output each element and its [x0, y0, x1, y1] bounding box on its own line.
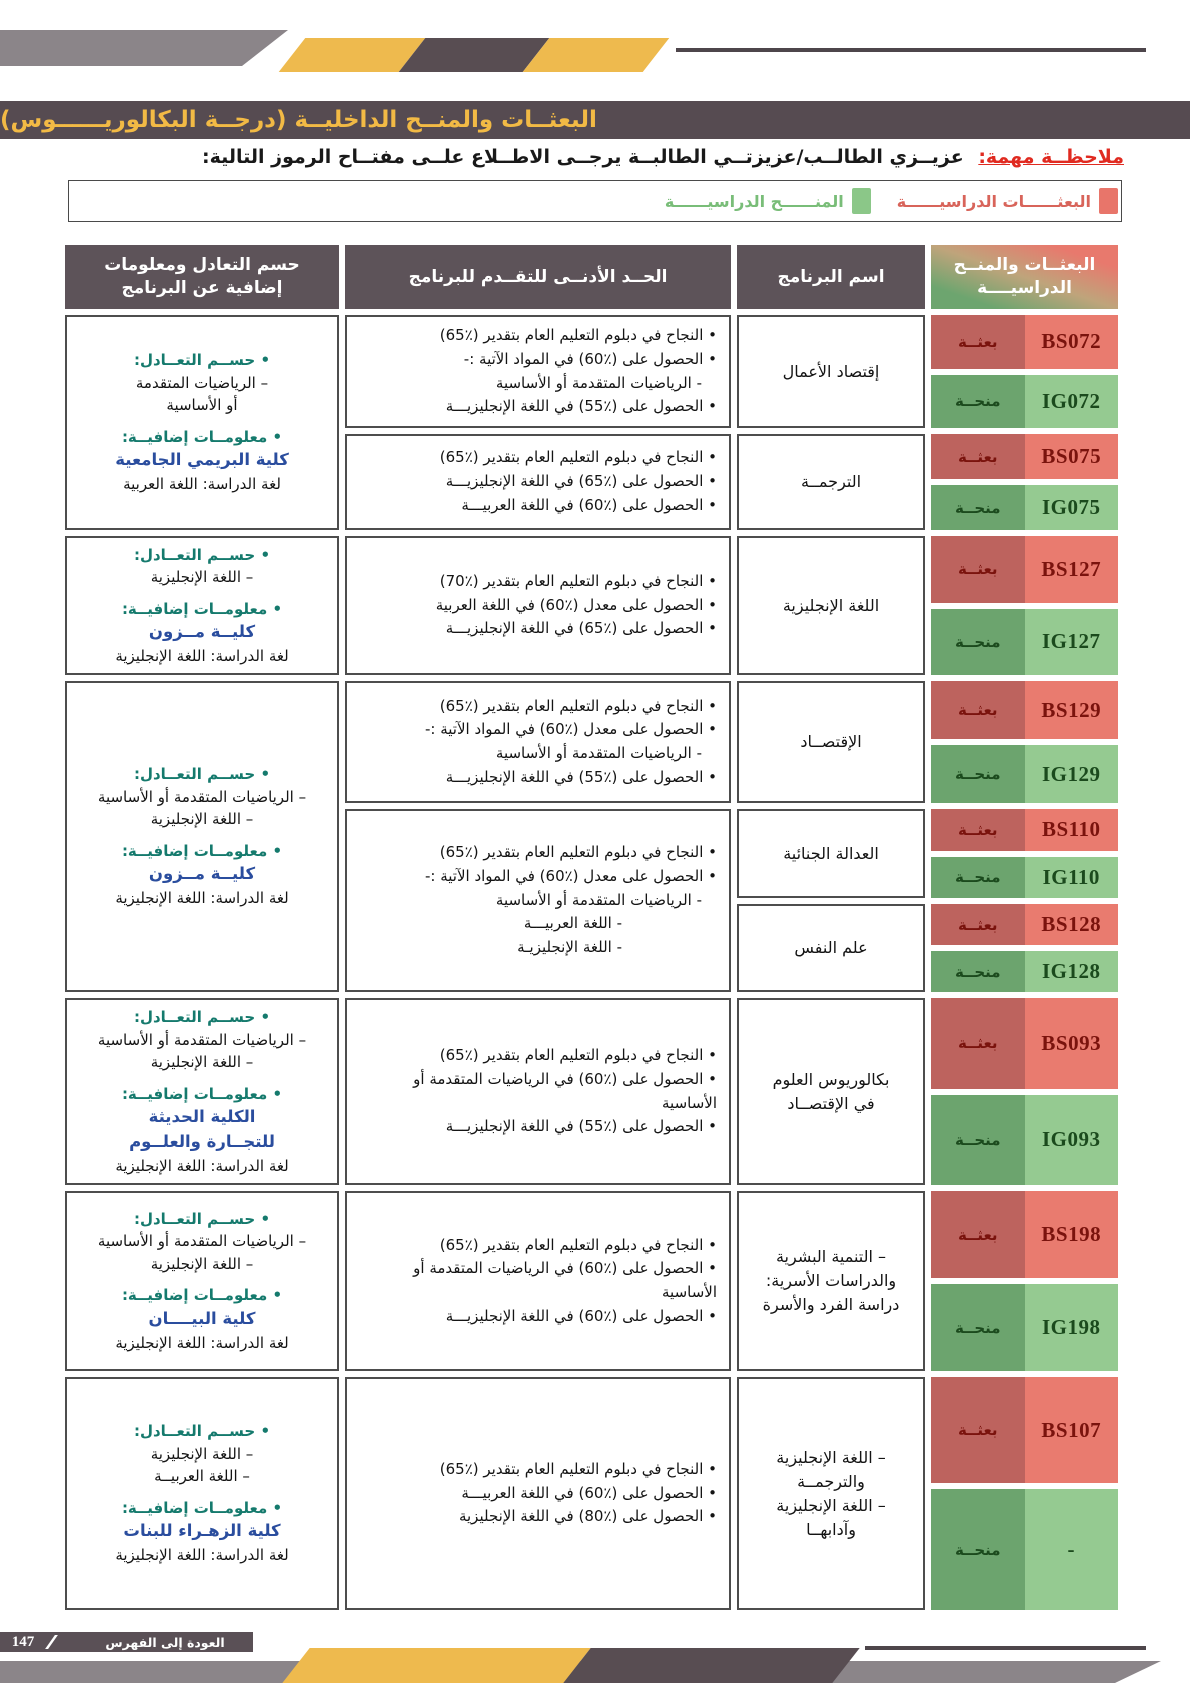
notes-line: لغة الدراسة: اللغة العربية [123, 475, 281, 494]
program-cell [737, 536, 925, 675]
requirements-column [345, 1191, 731, 1371]
top-gray-band [0, 30, 288, 66]
scholarship-code-cell [931, 809, 1118, 851]
notes-line: – اللغة الإنجليزية [150, 1254, 254, 1273]
notes-column [65, 315, 339, 530]
code-value: BS127 [1025, 536, 1119, 603]
notes-column [65, 1191, 339, 1371]
code-value: BS093 [1025, 998, 1119, 1089]
legend-box [68, 180, 1122, 222]
program-name: بكالوريوس العلوم [772, 1069, 890, 1089]
requirements-column [345, 1377, 731, 1610]
grant-color-swatch [852, 188, 871, 214]
notes-line: – الرياضيات المتقدمة أو الأساسية [97, 1232, 307, 1251]
notes-line: كليــة مــزون [148, 864, 256, 884]
header-codes [931, 245, 1118, 309]
notes-cell [65, 315, 339, 530]
notes-cell [65, 998, 339, 1185]
program-cell [737, 681, 925, 803]
requirement-line: • الحصول على (٪60) في الرياضيات المتقدمة أو الأساسية [413, 1069, 717, 1112]
code-pair [931, 536, 1118, 675]
code-type-label: بعثــة [931, 998, 1025, 1089]
scholarship-code-cell [931, 434, 1118, 479]
requirement-line: • الحصول على (٪60) في اللغة العربيـــة [461, 1483, 717, 1502]
code-pair [931, 1377, 1118, 1610]
requirement-line: • الحصول على (٪80) في اللغة الإنجليزية [458, 1507, 717, 1526]
page-title: البعثــات والمنــح الداخليــة (درجــة البكالوريــــــوس) [0, 107, 597, 133]
code-value: BS075 [1025, 434, 1119, 479]
code-value: IG127 [1025, 609, 1119, 676]
code-value: IG093 [1025, 1095, 1119, 1186]
notes-line: • حســم التعــادل: [133, 1422, 271, 1441]
header-minimum-requirements: الحــد الأدنــى للتقــدم للبرنامج [345, 245, 731, 309]
notes-line: كليــة مــزون [148, 622, 256, 642]
program-cell [737, 809, 925, 898]
codes-column [931, 998, 1118, 1185]
code-value: BS110 [1025, 809, 1119, 851]
requirements-column [345, 536, 731, 675]
top-rule-line [676, 48, 1146, 52]
requirement-line: • النجاح في دبلوم التعليم العام بتقدير (٪65) [439, 1459, 717, 1478]
requirement-line: - الرياضيات المتقدمة أو الأساسية [495, 373, 702, 392]
requirement-line: • الحصول على (٪55) في اللغة الإنجليزيـــة [445, 1117, 717, 1136]
requirement-line: • الحصول على (٪60) في المواد الآتية :- [463, 349, 717, 368]
notes-line: لغة الدراسة: اللغة الإنجليزية [115, 646, 289, 665]
yellow-parallelogram [282, 1648, 590, 1683]
notes-line: • معلومــات إضافيــة: [121, 599, 283, 618]
program-column [737, 536, 925, 675]
notes-cell [65, 1377, 339, 1610]
bottom-rule-line [865, 1646, 1146, 1650]
notes-line: – اللغة الإنجليزية [150, 1053, 254, 1071]
requirement-line: • النجاح في دبلوم التعليم العام بتقدير (٪65) [439, 1046, 717, 1065]
requirements-column [345, 681, 731, 992]
program-cell [737, 1377, 925, 1610]
table-group [65, 998, 1118, 1185]
requirement-line: - الرياضيات المتقدمة أو الأساسية [495, 890, 702, 909]
code-type-label: منحــة [931, 485, 1025, 530]
notes-line: لغة الدراسة: اللغة الإنجليزية [115, 889, 289, 908]
program-column [737, 998, 925, 1185]
header-program-name: اسم البرنامج [737, 245, 925, 309]
table-group [65, 536, 1118, 675]
code-type-label: منحــة [931, 1489, 1025, 1610]
code-pair [931, 904, 1118, 992]
notes-line: – الرياضيات المتقدمة [135, 373, 269, 392]
grant-code-cell [931, 1095, 1118, 1186]
code-value: BS128 [1025, 904, 1119, 945]
code-value: - [1025, 1489, 1119, 1610]
grant-code-cell [931, 951, 1118, 992]
programs-table [65, 245, 1118, 1610]
notes-line: – الرياضيات المتقدمة أو الأساسية [97, 1030, 307, 1049]
code-type-label: بعثــة [931, 1377, 1025, 1483]
requirements-cell [345, 315, 731, 428]
codes-column [931, 681, 1118, 992]
scholarship-code-cell [931, 998, 1118, 1089]
page-number: 147 [11, 1633, 35, 1650]
program-name: العدالة الجنائية [783, 843, 879, 863]
notes-line: • حســم التعــادل: [133, 351, 271, 370]
code-type-label: منحــة [931, 1284, 1025, 1371]
code-pair [931, 809, 1118, 898]
requirement-line: • الحصول على معدل (٪60) في المواد الآتية :- [424, 720, 717, 739]
code-value: IG198 [1025, 1284, 1119, 1371]
code-type-label: بعثــة [931, 681, 1025, 739]
notes-line: للتجــارة والعلــوم [129, 1131, 275, 1151]
notes-line: – اللغة الإنجليزية [150, 568, 254, 587]
title-bar [0, 101, 1190, 139]
program-column [737, 315, 925, 530]
scholarship-code-cell [931, 904, 1118, 945]
requirement-line: • الحصول على (٪65) في اللغة الإنجليزيـــة [445, 472, 717, 491]
notes-line: الكلية الحديثة [148, 1107, 256, 1126]
requirements-cell [345, 536, 731, 675]
notes-line: • معلومــات إضافيــة: [121, 1286, 283, 1305]
requirement-line: • النجاح في دبلوم التعليم العام بتقدير (٪65) [439, 843, 717, 862]
program-cell [737, 904, 925, 992]
codes-column [931, 315, 1118, 530]
grant-legend-label: المنــــــح الدراسيــــــة [664, 191, 844, 211]
program-cell [737, 1191, 925, 1371]
scholarship-legend-label: البعثــــــات الدراسيــــــة [896, 191, 1091, 211]
grant-code-cell [931, 485, 1118, 530]
code-value: BS129 [1025, 681, 1119, 739]
note-text: عزيــزي الطالــب/عزيزتــي الطالبــة يرجــى الاطــلاع علــى مفتــاح الرموز التالية: [201, 146, 964, 168]
requirement-line: • الحصول على (٪60) في اللغة الإنجليزيـــة [445, 1306, 717, 1325]
program-column [737, 1191, 925, 1371]
table-group [65, 315, 1118, 530]
code-pair [931, 315, 1118, 428]
notes-line: أو الأساسية [166, 396, 238, 415]
requirement-line: • النجاح في دبلوم التعليم العام بتقدير (٪65) [439, 696, 717, 715]
code-type-label: منحــة [931, 375, 1025, 429]
table-header-row [65, 245, 1118, 309]
code-value: IG075 [1025, 485, 1119, 530]
scholarship-code-cell [931, 315, 1118, 369]
program-name: – اللغة الإنجليزية [776, 1495, 886, 1515]
code-pair [931, 998, 1118, 1185]
program-cell [737, 315, 925, 428]
notes-line: كلية البريمي الجامعية [115, 450, 289, 470]
notes-line: • معلومــات إضافيــة: [121, 1498, 283, 1517]
program-name: علم النفس [794, 938, 868, 957]
requirement-line: • النجاح في دبلوم التعليم العام بتقدير (٪65) [439, 448, 717, 467]
legend-item-scholarships [897, 188, 1118, 214]
notes-line: لغة الدراسة: اللغة الإنجليزية [115, 1546, 289, 1565]
notes-line: كلية الزهـراء للبنات [123, 1521, 281, 1541]
requirements-column [345, 998, 731, 1185]
requirement-line: • الحصول على (٪65) في اللغة الإنجليزيـــة [445, 619, 717, 638]
requirements-cell [345, 681, 731, 803]
requirement-line: • النجاح في دبلوم التعليم العام بتقدير (٪70) [439, 571, 717, 590]
requirement-line: • الحصول على معدل (٪60) في المواد الآتية :- [424, 866, 717, 885]
notes-column [65, 998, 339, 1185]
program-name: والدراسات الأسرية: [765, 1271, 897, 1290]
program-name: الإقتصــاد [800, 732, 862, 751]
grant-code-cell [931, 857, 1118, 899]
program-name: – اللغة الإنجليزية [776, 1447, 886, 1467]
important-note [60, 146, 1124, 168]
requirements-cell [345, 809, 731, 992]
notes-column [65, 681, 339, 992]
dark-parallelogram [563, 1648, 859, 1683]
requirement-line: - الرياضيات المتقدمة أو الأساسية [495, 744, 702, 762]
code-type-label: بعثــة [931, 315, 1025, 369]
code-value: IG072 [1025, 375, 1119, 429]
code-type-label: منحــة [931, 1095, 1025, 1186]
notes-line: • معلومــات إضافيــة: [121, 1084, 283, 1103]
requirement-line: • النجاح في دبلوم التعليم العام بتقدير (٪65) [439, 326, 717, 345]
code-value: IG128 [1025, 951, 1119, 992]
requirement-line: • الحصول على (٪55) في اللغة الإنجليزيـــة [445, 767, 717, 786]
code-value: IG110 [1025, 857, 1119, 899]
code-type-label: بعثــة [931, 809, 1025, 851]
requirement-line: • الحصول على (٪60) في الرياضيات المتقدمة أو الأساسية [413, 1259, 717, 1301]
program-name: والترجمــة [797, 1471, 865, 1491]
requirement-line: - اللغة العربيـــة [523, 914, 622, 933]
header-tiebreak-info: حسم التعادل ومعلومات إضافية عن البرنامج [65, 245, 339, 309]
code-value: IG129 [1025, 745, 1119, 803]
notes-line: • حســم التعــادل: [133, 545, 271, 564]
code-type-label: بعثــة [931, 434, 1025, 479]
scholarship-code-cell [931, 536, 1118, 603]
notes-line: كلية البيــــان [148, 1308, 256, 1328]
program-column [737, 1377, 925, 1610]
back-to-index-button[interactable] [0, 1632, 253, 1652]
codes-column [931, 1191, 1118, 1371]
top-color-strip [279, 38, 670, 72]
code-pair [931, 434, 1118, 530]
slash-divider [45, 1635, 58, 1649]
back-to-index-label: العودة إلى الفهرس [105, 1634, 225, 1650]
bottom-color-strip [282, 1648, 859, 1683]
program-name: – التنمية البشرية [775, 1247, 887, 1266]
notes-line: – اللغة الإنجليزية [150, 1444, 254, 1463]
requirements-cell [345, 434, 731, 530]
notes-line: • حســم التعــادل: [133, 1008, 271, 1026]
grant-code-cell [931, 1284, 1118, 1371]
header-codes-line2: الدراسيــــة [977, 278, 1072, 298]
grant-code-cell [931, 745, 1118, 803]
notes-line: – اللغة العربيــة [154, 1467, 250, 1486]
program-cell [737, 434, 925, 530]
requirement-line: • الحصول على (٪60) في اللغة العربيـــة [461, 495, 717, 514]
header-codes-line1: البعثــات والمنــح [953, 255, 1096, 276]
notes-line: – اللغة الإنجليزية [150, 810, 254, 829]
requirement-line: • الحصول على معدل (٪60) في اللغة العربية [435, 595, 717, 614]
scholarship-code-cell [931, 1377, 1118, 1483]
notes-line: – الرياضيات المتقدمة أو الأساسية [97, 787, 307, 806]
scholarship-code-cell [931, 1191, 1118, 1278]
notes-line: لغة الدراسة: اللغة الإنجليزية [115, 1333, 289, 1352]
scholarship-code-cell [931, 681, 1118, 739]
code-value: BS072 [1025, 315, 1119, 369]
grant-code-cell [931, 609, 1118, 676]
program-name: الترجمــة [800, 472, 862, 491]
requirements-column [345, 315, 731, 530]
notes-column [65, 1377, 339, 1610]
code-type-label: بعثــة [931, 1191, 1025, 1278]
code-type-label: منحــة [931, 951, 1025, 992]
code-value: BS107 [1025, 1377, 1119, 1483]
code-type-label: منحــة [931, 857, 1025, 899]
notes-column [65, 536, 339, 675]
legend-item-grants [665, 188, 871, 214]
grant-code-cell [931, 1489, 1118, 1610]
code-type-label: بعثــة [931, 904, 1025, 945]
code-pair [931, 1191, 1118, 1371]
notes-line: • معلومــات إضافيــة: [121, 841, 283, 860]
scholarship-color-swatch [1099, 188, 1118, 214]
program-name: دراسة الفرد والأسرة [762, 1295, 900, 1314]
code-pair [931, 681, 1118, 803]
program-name: اللغة الإنجليزية [782, 595, 880, 615]
notes-line: لغة الدراسة: اللغة الإنجليزية [115, 1156, 289, 1175]
yellow-parallelogram [523, 38, 670, 72]
program-name: وآدابهــا [806, 1519, 856, 1539]
program-name: إقتصاد الأعمال [782, 361, 880, 381]
notes-cell [65, 681, 339, 992]
table-group [65, 1377, 1118, 1610]
requirement-line: - اللغة الإنجليزيـة [517, 938, 622, 957]
program-column [737, 681, 925, 992]
codes-column [931, 1377, 1118, 1610]
requirements-cell [345, 1377, 731, 1610]
requirement-line: • الحصول على (٪55) في اللغة الإنجليزيـــة [445, 397, 717, 416]
notes-cell [65, 1191, 339, 1371]
program-cell [737, 998, 925, 1185]
grant-code-cell [931, 375, 1118, 429]
requirement-line: • النجاح في دبلوم التعليم العام بتقدير (٪65) [439, 1235, 717, 1254]
program-name: في الإقتصــاد [787, 1093, 875, 1113]
note-label: ملاحظــة مهمة: [978, 146, 1124, 168]
notes-line: • حســم التعــادل: [133, 765, 271, 784]
code-value: BS198 [1025, 1191, 1119, 1278]
requirements-cell [345, 1191, 731, 1371]
code-type-label: منحــة [931, 745, 1025, 803]
code-type-label: بعثــة [931, 536, 1025, 603]
notes-cell [65, 536, 339, 675]
notes-line: • حســم التعــادل: [133, 1209, 271, 1228]
requirements-cell [345, 998, 731, 1185]
notes-line: • معلومــات إضافيــة: [121, 427, 283, 446]
codes-column [931, 536, 1118, 675]
table-group [65, 681, 1118, 992]
code-type-label: منحــة [931, 609, 1025, 676]
table-group [65, 1191, 1118, 1371]
